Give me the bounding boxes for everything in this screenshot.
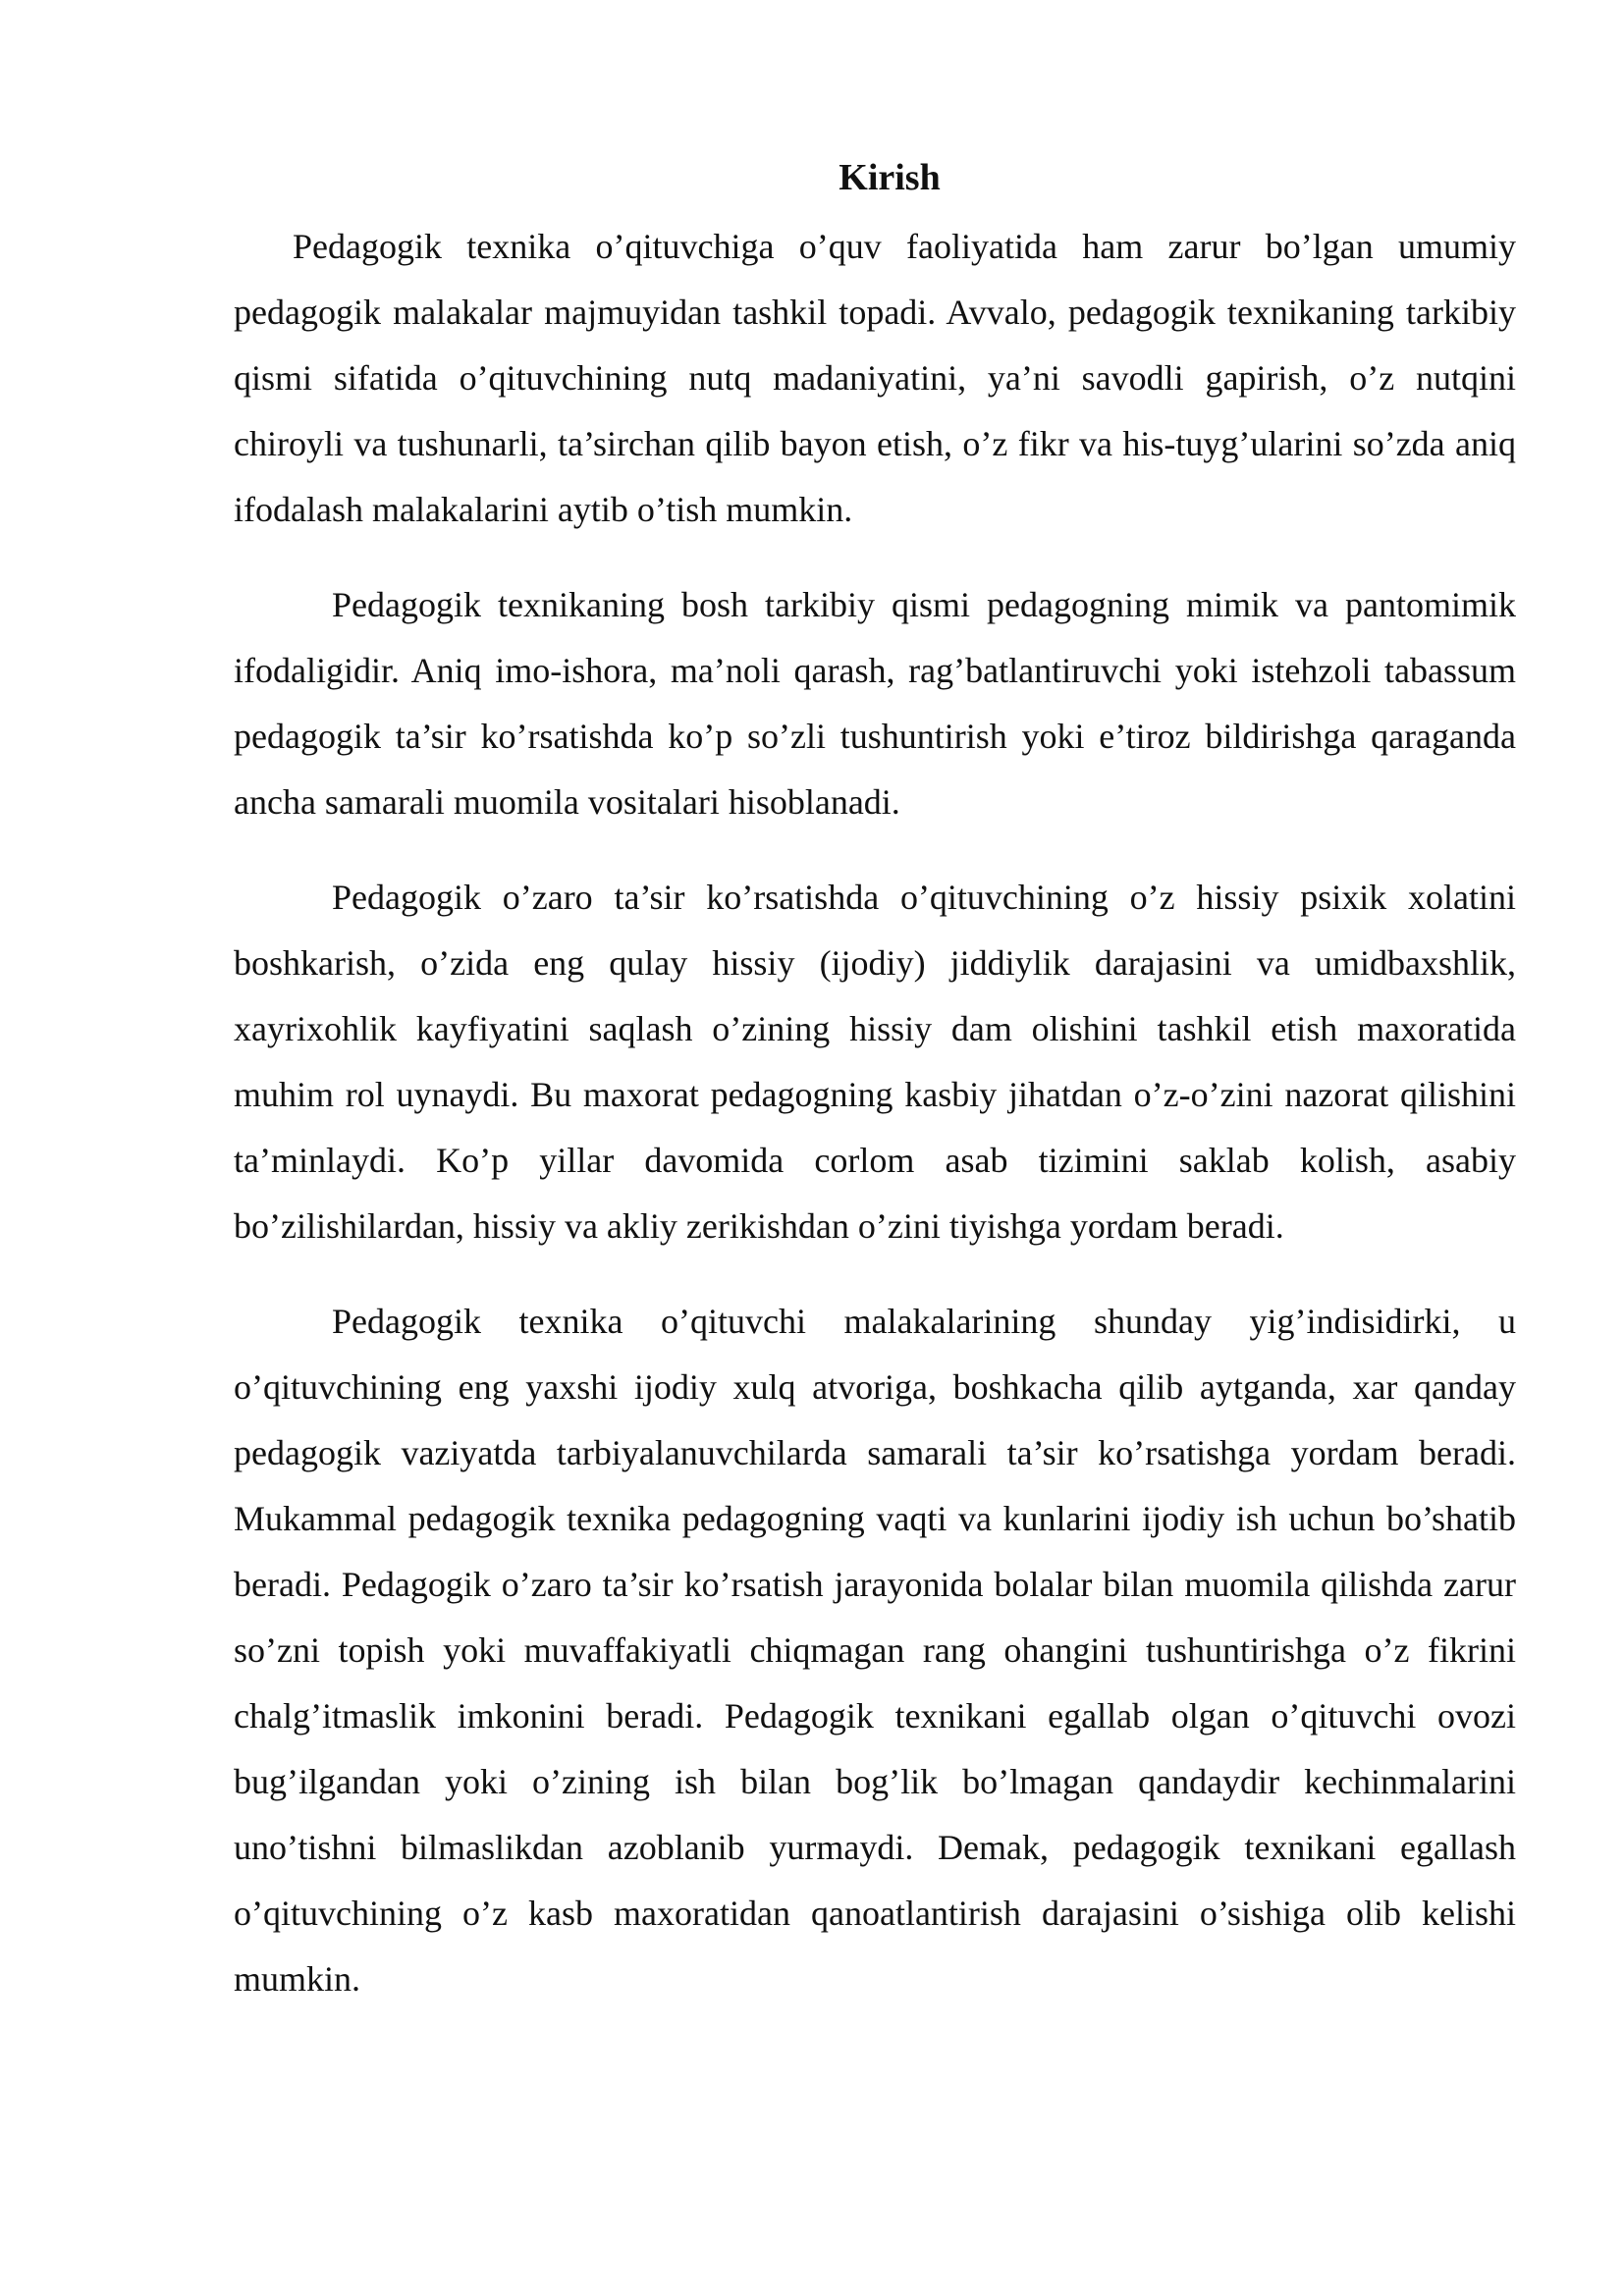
paragraph-2: Pedagogik texnikaning bosh tarkibiy qismi pedagogning mimik va pantomimik ifodaligidir. Aniq imo-ishora, ma’noli qarash, rag’batlantiruvchi yoki istehzoli tabassum pedagogik ta’sir ko’rsatishda ko’p so’zli tushuntirish yoki e’tiroz bildirishga qaraganda ancha samarali muomila vositalari hisoblanadi.	[234, 585, 1516, 822]
paragraph-4: Pedagogik texnika o’qituvchi malakalarining shunday yig’indisidirki, u o’qituvchining eng yaxshi ijodiy xulq atvoriga, boshkacha qilib aytganda, xar qanday pedagogik vaziyatda tarbiyalanuvchilarda samarali ta’sir ko’rsatishga yordam beradi. Mukammal pedagogik texnika pedagogning vaqti va kunlarini ijodiy ish uchun bo’shatib beradi. Pedagogik o’zaro ta’sir ko’rsatish jarayonida bolalar bilan muomila qilishda zarur so’zni topish yoki muvaffakiyatli chiqmagan rang ohangini tushuntirishga o’z fikrini chalg’itmaslik imkonini beradi. Pedagogik texnikani egallab olgan o’qituvchi ovozi bug’ilgandan yoki o’zining ish bilan bog’lik bo’lmagan qandaydir kechinmalarini uno’tishni bilmaslikdan azoblanib yurmaydi. Demak, pedagogik texnikani egallash o’qituvchining o’z kasb maxoratidan qanoatlantirish darajasini o’sishiga olib kelishi mumkin.	[234, 1302, 1516, 1999]
paragraph-1: Pedagogik texnika o’qituvchiga o’quv faoliyatida ham zarur bo’lgan umumiy pedagogik malakalar majmuyidan tashkil topadi. Avvalo, pedagogik texnikaning tarkibiy qismi sifatida o’qituvchining nutq madaniyatini, ya’ni savodli gapirish, o’z nutqini chiroyli va tushunarli, ta’sirchan qilib bayon etish, o’z fikr va his-tuyg’ularini so’zda aniq ifodalash malakalarini aytib o’tish mumkin.	[234, 227, 1516, 529]
paragraph-3: Pedagogik o’zaro ta’sir ko’rsatishda o’qituvchining o’z hissiy psixik xolatini boshkarish, o’zida eng qulay hissiy (ijodiy) jiddiylik darajasini va umidbaxshlik, xayrixohlik kayfiyatini saqlash o’zining hissiy dam olishini tashkil etish maxoratida muhim rol uynaydi. Bu maxorat pedagogning kasbiy jihatdan o’z-o’zini nazorat qilishini ta’minlaydi. Ko’p yillar davomida corlom asab tizimini saklab kolish, asabiy bo’zilishilardan, hissiy va akliy zerikishdan o’zini tiyishga yordam beradi.	[234, 878, 1516, 1246]
page-title: Kirish	[839, 157, 941, 198]
document-body	[234, 147, 1516, 2042]
